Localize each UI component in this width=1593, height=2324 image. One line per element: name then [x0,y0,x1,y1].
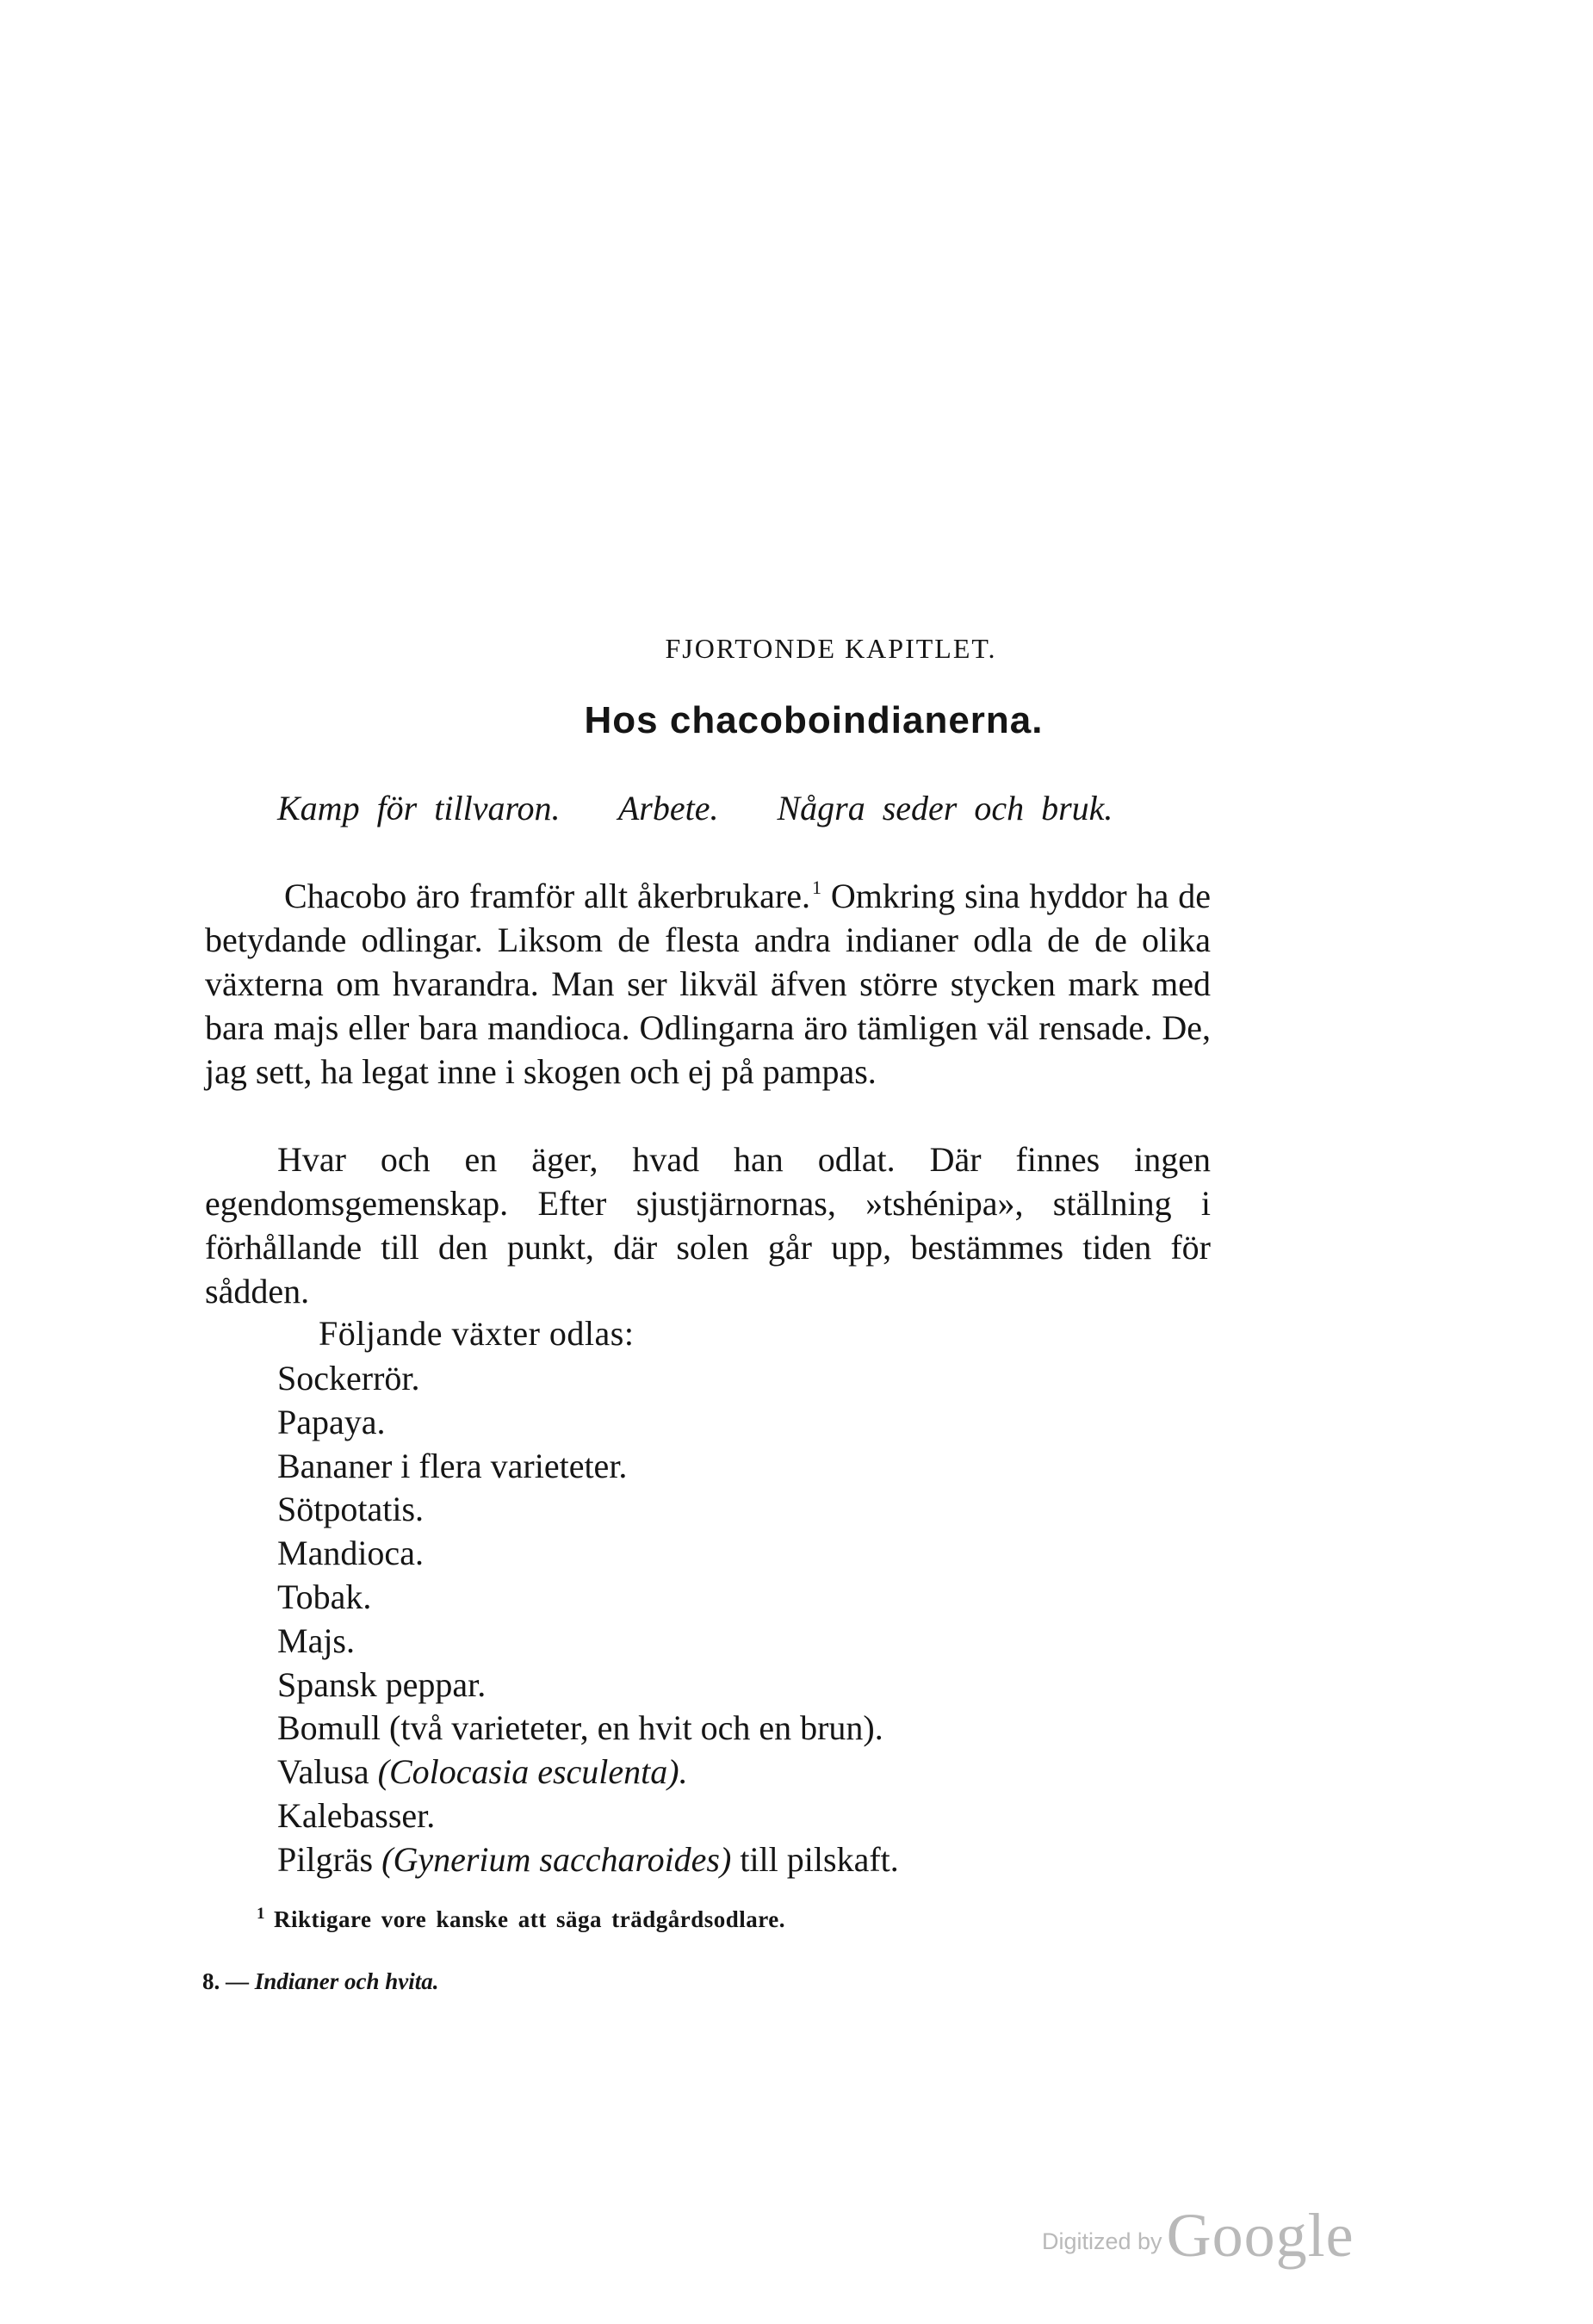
summary-part-2: Arbete. [617,789,719,827]
footnote-text: Riktigare vore kanske att säga trädgårdsodlare. [274,1906,785,1932]
list-item-tail: till pilskaft. [731,1839,899,1879]
paragraph-1-start: Chacobo äro framför allt åkerbrukare. [284,877,810,915]
list-item: Sockerrör. [277,1359,420,1397]
list-item-latin-name: (Gynerium saccharoides) [381,1839,732,1879]
list-intro: Följande växter odlas: [319,1314,635,1353]
list-item: Spansk peppar. [277,1664,487,1704]
list-item: Bomull (två varieteter, en hvit och en brun). [277,1708,883,1748]
footnote-number: 1 [257,1905,265,1923]
list-item: Papaya. [277,1402,386,1441]
paragraph-1-rest: Omkring sina hyddor ha de betydande odlingar. Liksom de flesta andra indianer odla de de olika växterna om hvarandra. Man ser likväl äfven större stycken mark med bara majs eller bara mandioca. Odlingarna äro tämligen väl rensade. De, jag sett, ha legat inne i skogen och ej på pampas. [205,877,1211,1091]
list-item-name: Pilgräs [277,1839,382,1879]
summary-part-3: Några seder och bruk. [777,789,1113,827]
list-item [277,1838,899,1882]
list-item: Bananer i flera varieteter. [277,1446,628,1485]
list-item: Sötpotatis. [277,1490,425,1529]
list-item: Majs. [277,1621,355,1660]
signature-number: 8. — [202,1968,255,1994]
plant-list [277,1357,899,1882]
watermark-small-text: Digitized by [1042,2228,1162,2254]
digitized-watermark [1042,2200,1354,2271]
summary-part-1: Kamp för tillvaron. [277,789,561,827]
signature-title: Indianer och hvita. [254,1968,439,1994]
paragraph-2: Hvar och en äger, hvad han odlat. Där finnes ingen egendomsgemenskap. Efter sjustjärnornas, »tshénipa», ställning i förhållande till den punkt, där solen går upp, bestämmes tiden för sådden. [205,1140,1211,1311]
list-item: Tobak. [277,1577,372,1616]
footnote-reference: 1 [811,877,821,898]
list-item: Kalebasser. [277,1795,436,1835]
list-item [277,1751,899,1794]
footnote [257,1905,785,1933]
list-item: Mandioca. [277,1534,424,1573]
signature-line [202,1968,439,1995]
list-item-name: Valusa [277,1752,378,1792]
chapter-label: FJORTONDE KAPITLET. [665,633,997,664]
chapter-title: Hos chacoboindianerna. [584,699,1044,741]
paragraph-1 [205,874,1211,1094]
watermark-logo-text: Google [1166,2201,1354,2270]
chapter-summary [277,788,1154,828]
list-item-latin-name: (Colocasia esculenta). [377,1752,688,1792]
